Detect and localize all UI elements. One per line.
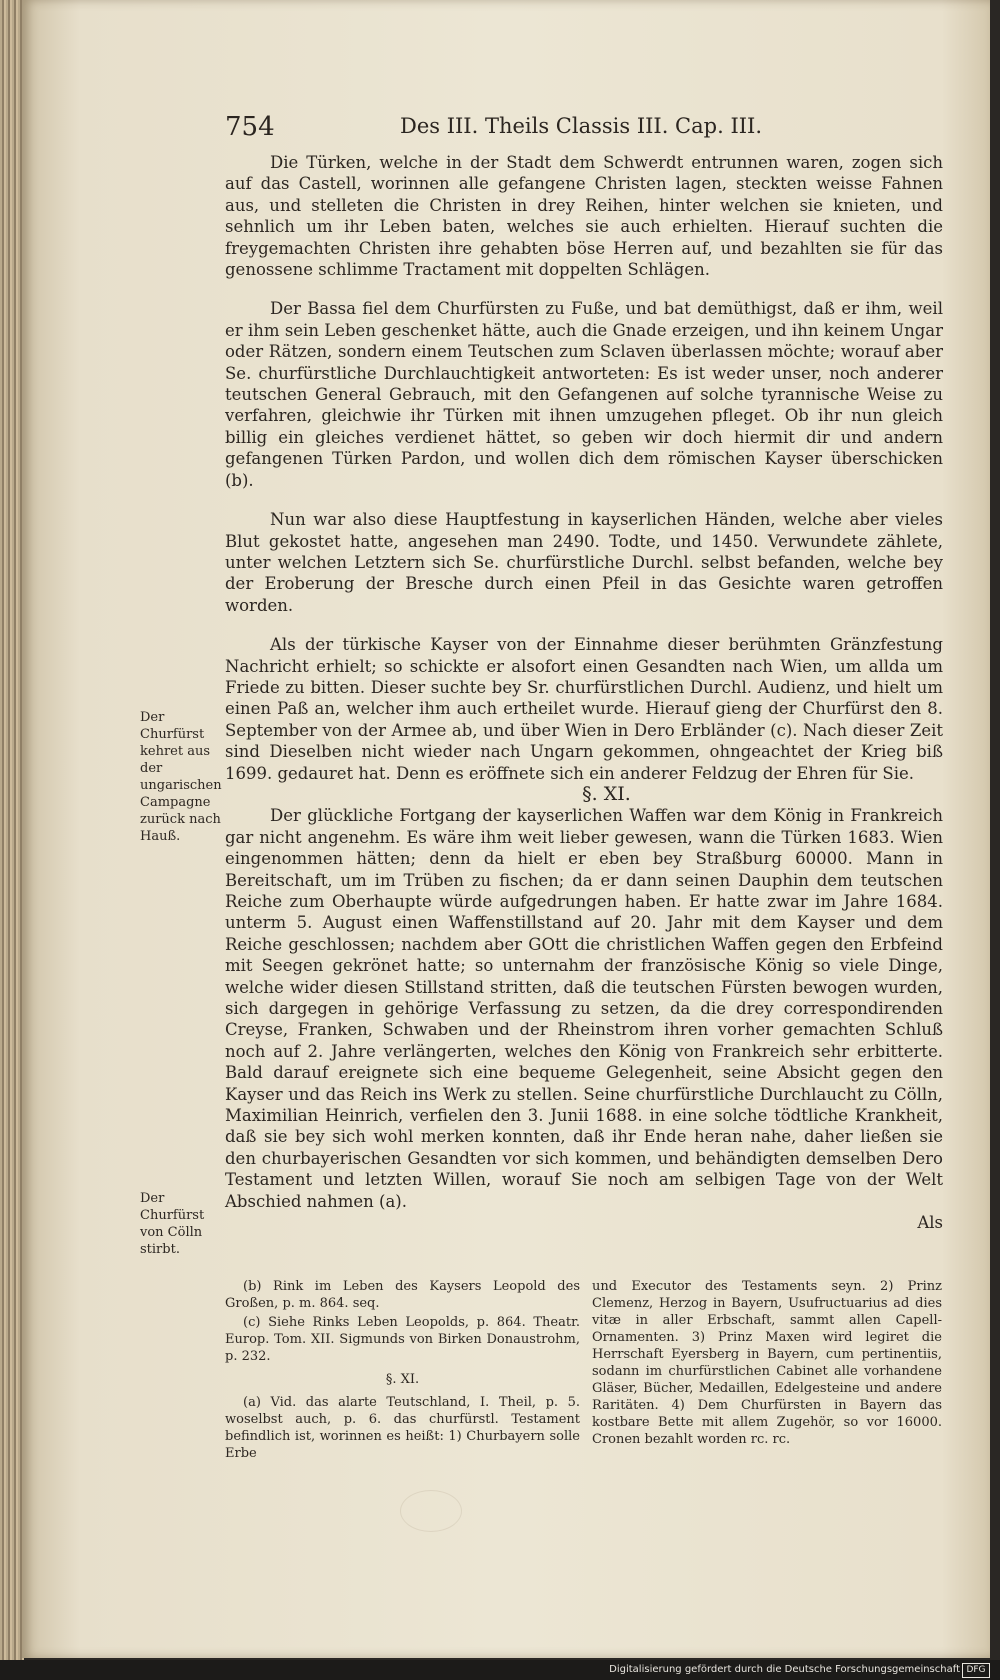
dfg-logo: DFG	[962, 1663, 990, 1678]
page-header	[225, 112, 765, 152]
paragraph: Der glückliche Fortgang der kayserlichen Waffen war dem König in Frankreich gar nicht angenehm. Es wäre ihm weit lieber gewesen, wann die Türken 1683. Wien eingenommen hätten; denn da hielt er eben bey Straßburg 60000. Mann in Bereitschaft, um im Trüben zu fischen; da er dann seinen Dauphin dem teutschen Reiche zum Oberhaupte würde aufgedrungen haben. Er hatte zwar im Jahre 1684. unterm 5. August einen Waffenstillstand auf 20. Jahr mit dem Kayser und dem Reiche geschlossen; nachdem aber GOtt die christlichen Waffen gegen den Erbfeind mit Seegen gekrönet hatte; so unternahm der französische König so viele Dinge, welche wider diesen Stillstand stritten, daß die teutschen Fürsten bewogen wurden, sich dargegen in gehörige Verfassung zu setzen, da die drey correspondirenden Creyse, Franken, Schwaben und der Rheinstrom ihren vorher gemachten Schluß noch auf 2. Jahre verlängerten, welches den König von Frankreich sehr erbitterte. Bald darauf ereignete sich eine bequeme Gelegenheit, seine Absicht gegen den Kayser und das Reich ins Werk zu stellen. Seine churfürstliche Durchlaucht zu Cölln, Maximilian Heinrich, verfielen den 3. Junii 1688. in eine solche tödtliche Krankheit, daß sie bey sich wohl merken konnten, daß ihr Ende heran nahe, daher ließen sie den churbayerischen Gesandten vor sich kommen, und behändigten demselben Dero Testament und letzten Willen, worauf Sie noch am selbigen Tage von der Welt Abschied nahmen (a).	[225, 806, 943, 1211]
running-head: Des III. Theils Classis III. Cap. III.	[400, 114, 763, 138]
footnote-a: (a) Vid. das alarte Teutschland, I. Theil, p. 5. woselbst auch, p. 6. das churfürstl. Testament befindlich ist, worinnen es heißt: 1) Churbayern solle Erbe	[225, 1395, 580, 1461]
margin-note: Der Churfürst kehret aus der ungarischen Campagne zurück nach Hauß.	[140, 710, 222, 844]
margin-note: Der Churfürst von Cölln stirbt.	[140, 1191, 205, 1257]
paragraph: Als der türkische Kayser von der Einnahme dieser berühmten Gränzfestung Nachricht erhielt; so schickte er alsofort einen Gesandten nach Wien, um allda um Friede zu bitten. Dieser suchte bey Sr. churfürstlichen Durchl. Audienz, und hielt um einen Paß an, welcher ihm auch ertheilet wurde. Hierauf gieng der Churfürst den 8. September von der Armee ab, und über Wien in Dero Erbländer (c). Nach dieser Zeit sind Dieselben nicht wieder nach Ungarn gekommen, ohngeachtet der Krieg biß 1699. gedauret hat. Denn es eröffnete sich ein anderer Feldzug der Ehren für Sie.	[225, 635, 943, 783]
section-heading: §. XI.	[582, 782, 631, 805]
paragraph: Die Türken, welche in der Stadt dem Schwerdt entrunnen waren, zogen sich auf das Castell, worinnen alle gefangene Christen lagen, steckten weisse Fahnen aus, und stelleten die Christen in drey Reihen, hinter welchen sie knieten, und sehnlich um ihr Leben baten, welches sie auch erhielten. Hierauf suchten die freygemachten Christen ihre gehabten böse Herren auf, und bezahlten sie für das genossene schlimme Tractament mit doppelten Schlägen.	[225, 153, 943, 280]
footnote-b: (b) Rink im Leben des Kaysers Leopold des Großen, p. m. 864. seq.	[225, 1279, 580, 1311]
footnote-a-continued: und Executor des Testaments seyn. 2) Prinz Clemenz, Herzog in Bayern, Usufructuarius ad dies vitæ in aller Erbschaft, sammt allen Capell-Ornamenten. 3) Prinz Maxen wird legiret die Herrschaft Eyersberg in Bayern, cum pertinentiis, sodann im churfürstlichen Cabinet alle vorhandene Gläser, Bücher, Medaillen, Edelgesteine und andere Raritäten. 4) Dem Churfürsten in Bayern das kostbare Bette mit allem Zugehör, so vor 16000. Cronen bezahlt worden rc. rc.	[592, 1279, 942, 1447]
paragraph: Nun war also diese Hauptfestung in kayserlichen Händen, welche aber vieles Blut gekostet hatte, angesehen man 2490. Todte, und 1450. Verwundete zählete, unter welchen Letztern sich Se. churfürstliche Durchl. selbst befanden, welche bey der Eroberung der Bresche durch einen Pfeil in das Gesichte waren getroffen worden.	[225, 510, 943, 615]
funding-credit: Digitalisierung gefördert durch die Deutsche Forschungsgemeinschaft	[609, 1664, 960, 1675]
paragraph: Der Bassa fiel dem Churfürsten zu Fuße, und bat demüthigst, daß er ihm, weil er ihm sein Leben geschenket hätte, auch die Gnade erzeigen, und ihn keinem Ungar oder Rätzen, sondern einem Teutschen zum Sclaven überlassen möchte; worauf aber Se. churfürstliche Durchlauchtigkeit antworteten: Es ist weder unser, noch anderer teutschen General Gebrauch, mit den Gefangenen auf solche tyrannische Weise zu verfahren, gleichwie ihr Türken mit ihnen umzugehen pfleget. Ob ihr nun gleich billig ein gleiches verdienet hättet, so geben wir doch hiermit dir und andern gefangenen Türken Pardon, und wollen dich dem römischen Kayser überschicken (b).	[225, 299, 943, 490]
footnote-c: (c) Siehe Rinks Leben Leopolds, p. 864. Theatr. Europ. Tom. XII. Sigmunds von Birken Donaustrohm, p. 232.	[225, 1315, 580, 1364]
catchword: Als	[917, 1213, 943, 1233]
footnotes-right-column	[592, 1278, 942, 1450]
footnotes-left-column	[225, 1278, 580, 1464]
footnote-section-heading: §. XI.	[385, 1372, 420, 1387]
book-page-edges	[0, 0, 24, 1660]
page-number: 754	[225, 112, 275, 142]
main-text	[225, 152, 943, 1234]
paper-stain	[400, 1490, 462, 1532]
